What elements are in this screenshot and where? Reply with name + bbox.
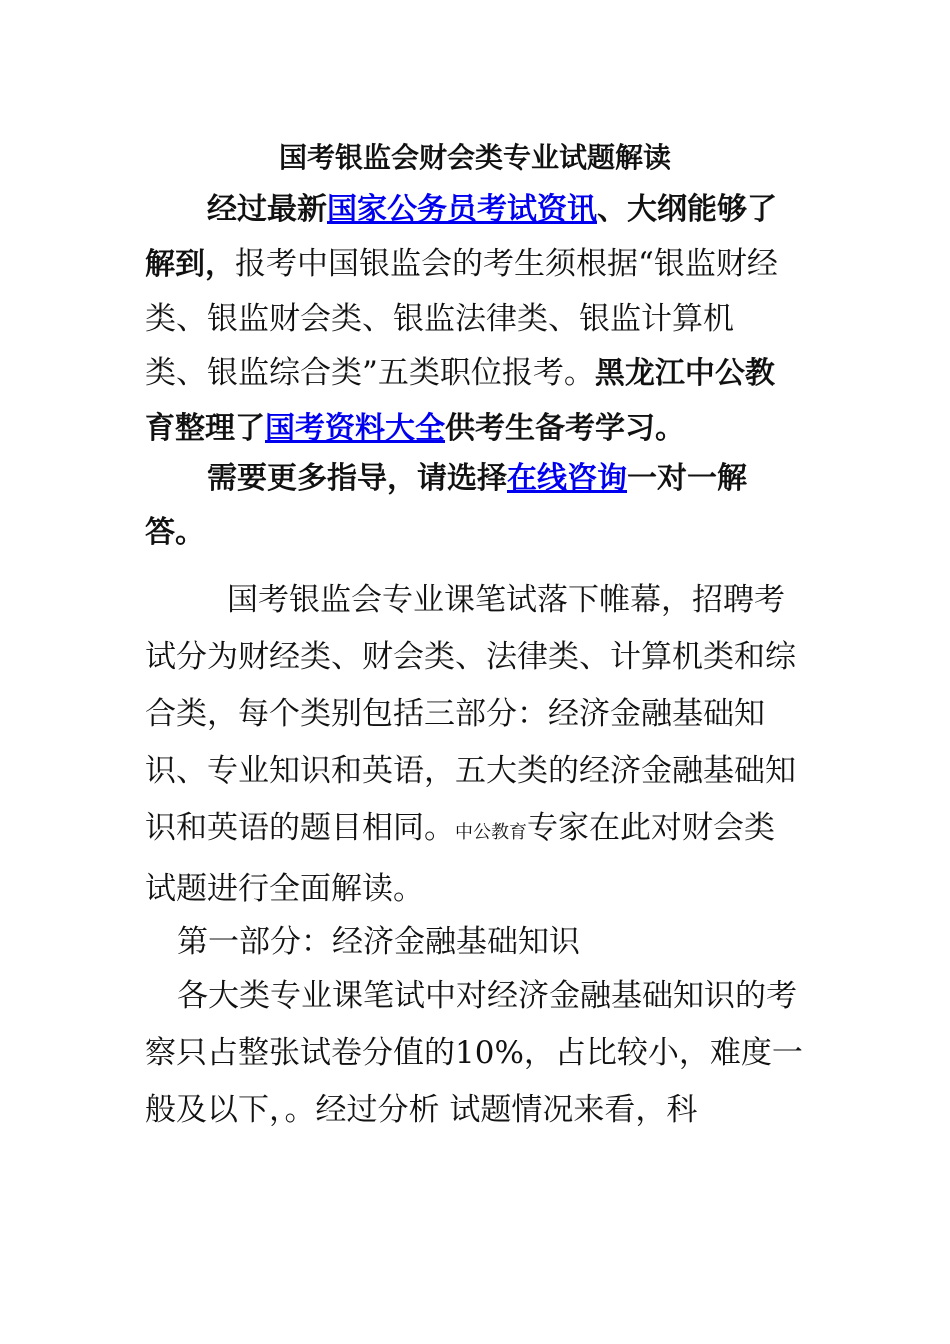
consult-lead: 需要更多指导，请选择 — [207, 461, 507, 496]
intro-paragraph — [145, 182, 785, 456]
civil-exam-news-link[interactable]: 国家公务员考试资讯 — [327, 192, 597, 227]
intro-tail: 供考生备考学习。 — [445, 411, 685, 446]
section-heading: 第一部分：经济金融基础知识 — [177, 924, 580, 960]
brand-small-text: 中公教育 — [455, 822, 527, 843]
overview-text1: 国考银监会专业课笔试落下帷幕，招聘考试分为财经类、财会类、法律类、计算机类和综合类，每个类别包括三部分：经济金融基础知识、专业知识和英语，五大类的经济金融基础知识和英语的题目相同。 — [145, 582, 796, 846]
consult-tail: 一对一解答。 — [145, 461, 747, 550]
page-title: 国考银监会财会类专业试题解读 — [278, 141, 671, 174]
overview-paragraph — [145, 572, 805, 918]
intro-lead: 经过最新 — [207, 192, 327, 227]
intro-text: 报考中国银监会的考生须根据“银监财经类、银监财会类、银监法律类、银监计算机类、银监综合类”五类职位报考。 — [145, 246, 778, 391]
overview-text2: 专家在此对财会类试题进行全面解读。 — [145, 810, 775, 907]
consult-paragraph — [145, 452, 785, 560]
intro-mid1: 、大纲能够了解到， — [145, 192, 777, 282]
intro-mid2: 黑龙江中公教育整理了 — [145, 356, 775, 446]
section-paragraph: 各大类专业课笔试中对经济金融基础知识的考察只占整张试卷分值的10%，占比较小，难度一般及以下，。经过分析 试题情况来看，科 — [145, 978, 803, 1128]
exam-materials-link[interactable]: 国考资料大全 — [265, 411, 445, 446]
online-consult-link[interactable]: 在线咨询 — [507, 461, 627, 496]
